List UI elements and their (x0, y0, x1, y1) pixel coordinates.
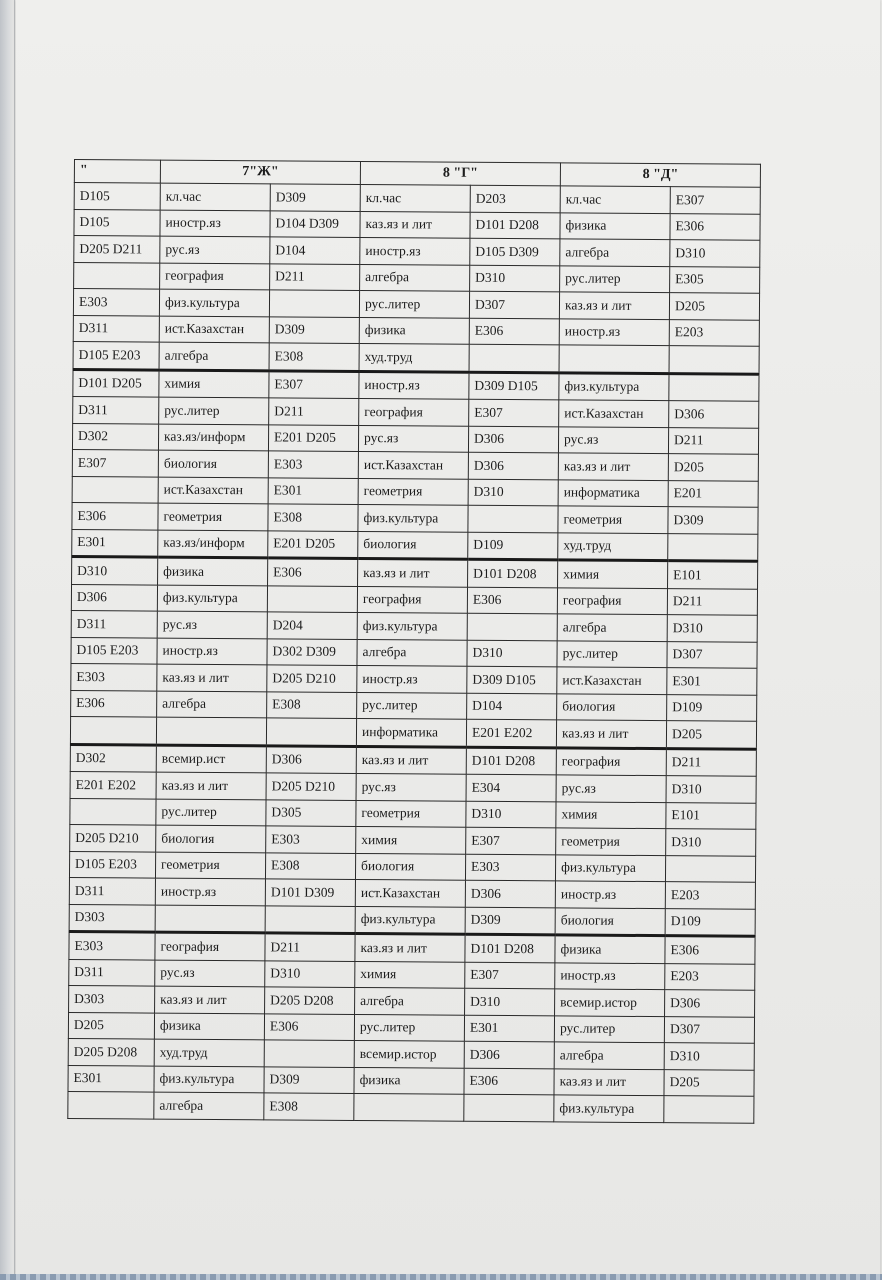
cell-room-8d (668, 533, 758, 561)
cell-subject-7zh: физ.культура (157, 585, 267, 612)
cell-subject-7zh: геометрия (155, 852, 265, 879)
cell-room-7zh (264, 1040, 354, 1067)
cell-subject-8d: худ.труд (558, 532, 668, 560)
cell-room-7zh (265, 905, 355, 933)
cell-room-7zh: D104 (270, 237, 360, 264)
cell-room-8d: D205 (664, 1069, 754, 1096)
cell-room-prev: E301 (68, 1065, 154, 1092)
cell-subject-8d: химия (558, 560, 668, 588)
cell-subject-8g: рус.литер (359, 290, 469, 317)
cell-subject-7zh (156, 717, 266, 745)
cell-room-prev (74, 262, 160, 289)
cell-room-prev: E301 (72, 529, 158, 557)
cell-room-prev: E303 (73, 289, 159, 316)
cell-room-8d: E203 (665, 963, 755, 990)
cell-subject-7zh: рус.яз (157, 611, 267, 638)
cell-room-prev: E303 (69, 931, 155, 959)
cell-subject-8d: каз.яз и лит (554, 1068, 664, 1095)
cell-room-8g: D310 (468, 479, 558, 506)
cell-room-8d (666, 855, 756, 882)
cell-subject-7zh (155, 905, 265, 933)
cell-subject-8g: каз.яз и лит (356, 746, 466, 774)
cell-subject-8g: физ.культура (355, 906, 465, 934)
cell-subject-7zh: алгебра (154, 1092, 264, 1119)
cell-room-7zh: E301 (268, 477, 358, 504)
cell-room-8d: E305 (670, 266, 760, 293)
cell-room-7zh: E308 (268, 504, 358, 531)
cell-room-prev: D306 (71, 584, 157, 611)
cell-subject-7zh: алгебра (159, 342, 269, 370)
cell-room-8d: D211 (668, 427, 758, 454)
cell-subject-8d: химия (556, 801, 666, 828)
cell-room-7zh: D205 D210 (267, 665, 357, 692)
cell-subject-8g: худ.труд (359, 343, 469, 371)
cell-subject-8g: каз.яз и лит (358, 558, 468, 586)
cell-subject-8g: всемир.истор (354, 1040, 464, 1067)
cell-subject-8g: рус.литер (357, 692, 467, 719)
cell-subject-8g: алгебра (360, 264, 470, 291)
cell-subject-7zh: физ.культура (159, 289, 269, 316)
cell-room-8g: E303 (465, 854, 555, 881)
cell-subject-8d: физика (555, 935, 665, 963)
cell-room-8g (467, 613, 557, 640)
cell-room-prev (70, 798, 156, 825)
cell-subject-8g: химия (356, 826, 466, 853)
cell-room-7zh: D101 D309 (265, 879, 355, 906)
cell-room-8d: D306 (665, 990, 755, 1017)
header-prev-class: " (74, 160, 160, 184)
cell-room-8g: D203 (470, 185, 560, 212)
cell-room-8g: D306 (468, 452, 558, 479)
cell-room-prev: D303 (69, 904, 155, 932)
cell-room-7zh: D205 D210 (266, 773, 356, 800)
cell-room-prev: E303 (71, 663, 157, 690)
cell-room-8d: D211 (667, 588, 757, 615)
cell-room-7zh: E303 (268, 451, 358, 478)
cell-subject-8d (559, 345, 669, 373)
cell-room-7zh: D211 (265, 933, 355, 961)
cell-subject-7zh: каз.яз/информ (158, 424, 268, 451)
cell-subject-7zh: алгебра (157, 691, 267, 718)
cell-subject-8g: рус.литер (354, 1014, 464, 1041)
cell-subject-7zh: каз.яз и лит (155, 986, 265, 1013)
cell-subject-8g: алгебра (357, 639, 467, 666)
cell-room-8d: D310 (667, 615, 757, 642)
cell-room-8d: D306 (669, 401, 759, 428)
cell-subject-8d: рус.литер (554, 1015, 664, 1042)
cell-subject-8g: иностр.яз (360, 237, 470, 264)
cell-room-prev: D311 (69, 877, 155, 904)
cell-subject-8d: физ.культура (556, 854, 666, 881)
cell-room-prev: D311 (69, 959, 155, 986)
cell-subject-7zh: кл.час (160, 183, 270, 210)
header-class-7zh: 7"Ж" (160, 160, 360, 184)
cell-subject-8g: биология (358, 531, 468, 559)
cell-room-7zh: E303 (266, 826, 356, 853)
cell-subject-7zh: каз.яз и лит (156, 772, 266, 799)
cell-subject-8g: каз.яз и лит (355, 933, 465, 961)
cell-subject-8d: рус.литер (560, 265, 670, 292)
cell-room-8d: D309 (668, 507, 758, 534)
cell-subject-8d: география (556, 747, 666, 775)
cell-subject-8d: всемир.истор (555, 989, 665, 1016)
cell-room-8g: D105 D309 (470, 238, 560, 265)
cell-room-8g: D307 (469, 291, 559, 318)
cell-room-prev: E201 E202 (70, 771, 156, 798)
cell-room-8d: E306 (665, 936, 755, 964)
cell-room-8g: D309 D105 (467, 666, 557, 693)
cell-subject-7zh: биология (156, 825, 266, 852)
cell-room-8g: E307 (466, 827, 556, 854)
cell-room-prev: E306 (71, 690, 157, 717)
cell-room-8g (464, 1094, 554, 1121)
schedule-body (68, 183, 761, 1123)
cell-room-prev: D205 (68, 1012, 154, 1039)
cell-room-7zh: E308 (267, 691, 357, 718)
cell-subject-8g: физ.культура (358, 504, 468, 531)
cell-subject-8d: рус.яз (558, 426, 668, 453)
cell-room-prev: D101 D205 (73, 369, 159, 397)
cell-room-8g: D104 (467, 693, 557, 720)
cell-room-prev: D302 (70, 744, 156, 772)
cell-subject-8d: каз.яз и лит (558, 453, 668, 480)
cell-room-prev: E306 (72, 502, 158, 529)
cell-subject-7zh: каз.яз/информ (158, 530, 268, 558)
cell-subject-8d: иностр.яз (555, 962, 665, 989)
cell-room-prev: D205 D208 (68, 1038, 154, 1065)
cell-room-8g: D306 (464, 1041, 554, 1068)
cell-room-8g: D109 (468, 532, 558, 560)
cell-room-8g: E306 (469, 318, 559, 345)
cell-room-8g: E304 (466, 774, 556, 801)
cell-subject-8d: иностр.яз (555, 881, 665, 908)
cell-subject-8d: биология (557, 693, 667, 720)
cell-room-8g: D306 (468, 426, 558, 453)
cell-room-prev: D105 E203 (73, 341, 159, 369)
cell-room-8g: D310 (467, 640, 557, 667)
cell-room-7zh: E201 D205 (268, 530, 358, 558)
cell-subject-8g: рус.яз (356, 773, 466, 800)
cell-subject-8g: информатика (356, 718, 466, 746)
cell-room-8d: D310 (666, 776, 756, 803)
cell-subject-8d: иностр.яз (559, 318, 669, 345)
cell-room-7zh: E308 (264, 1093, 354, 1120)
cell-subject-8g: география (359, 398, 469, 425)
cell-subject-7zh: иностр.яз (157, 638, 267, 665)
cell-room-8g: D309 (465, 907, 555, 935)
cell-subject-7zh: ист.Казахстан (158, 477, 268, 504)
cell-subject-7zh: рус.яз (160, 236, 270, 263)
cell-subject-7zh: география (160, 263, 270, 290)
cell-room-7zh: D204 (267, 612, 357, 639)
cell-room-8g: D101 D208 (466, 747, 556, 775)
cell-room-7zh: E306 (268, 558, 358, 586)
cell-subject-8d: физ.культура (559, 372, 669, 400)
cell-subject-8g: физ.культура (357, 612, 467, 639)
bottom-strip (0, 1274, 882, 1280)
table-row (68, 1091, 754, 1122)
cell-room-8d: E101 (668, 561, 758, 589)
cell-room-8g (468, 505, 558, 532)
cell-room-8d: D310 (670, 240, 760, 267)
cell-room-7zh: E308 (265, 852, 355, 879)
cell-room-8g (469, 344, 559, 372)
cell-subject-8g: иностр.яз (357, 665, 467, 692)
cell-subject-8d: рус.яз (556, 775, 666, 802)
cell-subject-7zh: каз.яз и лит (157, 664, 267, 691)
cell-room-prev: D105 (74, 183, 160, 210)
cell-room-7zh: D211 (269, 398, 359, 425)
cell-room-7zh: D302 D309 (267, 638, 357, 665)
cell-subject-8d: ист.Казахстан (559, 400, 669, 427)
cell-room-8g: E307 (465, 962, 555, 989)
cell-room-8d: D310 (664, 1043, 754, 1070)
cell-subject-8d: информатика (558, 479, 668, 506)
cell-room-prev: D311 (73, 315, 159, 342)
cell-subject-8d: рус.литер (557, 640, 667, 667)
cell-subject-8g: физика (354, 1067, 464, 1094)
cell-subject-8g (354, 1093, 464, 1120)
cell-room-8g: D306 (465, 880, 555, 907)
cell-subject-8d: физ.культура (554, 1095, 664, 1122)
cell-room-7zh (266, 718, 356, 746)
cell-subject-8g: иностр.яз (359, 371, 469, 399)
cell-room-7zh (269, 290, 359, 317)
header-class-8d: 8 "Д" (560, 163, 760, 187)
cell-subject-8d: алгебра (560, 239, 670, 266)
cell-room-prev (72, 476, 158, 503)
cell-subject-8g: ист.Казахстан (355, 879, 465, 906)
cell-room-7zh: D309 (270, 184, 360, 211)
cell-room-prev: D310 (72, 556, 158, 584)
cell-subject-7zh: рус.литер (159, 397, 269, 424)
cell-room-7zh: E306 (264, 1013, 354, 1040)
cell-room-8g: E307 (469, 399, 559, 426)
cell-room-8d: E306 (670, 213, 760, 240)
cell-subject-8d: алгебра (557, 614, 667, 641)
cell-room-prev: D311 (71, 610, 157, 637)
cell-subject-7zh: физика (154, 1013, 264, 1040)
cell-room-7zh: D205 D208 (265, 987, 355, 1014)
cell-subject-7zh: физ.культура (154, 1066, 264, 1093)
cell-room-7zh: D309 (269, 316, 359, 343)
cell-room-8d: D205 (669, 293, 759, 320)
cell-subject-8d: каз.яз и лит (559, 292, 669, 319)
cell-room-8g: D101 D208 (468, 559, 558, 587)
cell-subject-8g: география (357, 586, 467, 613)
cell-subject-8d: алгебра (554, 1042, 664, 1069)
cell-subject-8d: физика (560, 212, 670, 239)
cell-subject-7zh: физика (158, 557, 268, 585)
cell-subject-8g: ист.Казахстан (358, 451, 468, 478)
cell-room-7zh: D211 (270, 263, 360, 290)
cell-subject-8g: кл.час (360, 184, 470, 211)
cell-subject-7zh: рус.литер (156, 799, 266, 826)
cell-room-prev: D105 E203 (69, 851, 155, 878)
cell-room-prev: D105 (74, 209, 160, 236)
cell-room-7zh: D104 D309 (270, 210, 360, 237)
schedule-table (67, 159, 761, 1123)
cell-room-7zh: E308 (269, 343, 359, 371)
cell-room-8g: D309 D105 (469, 372, 559, 400)
cell-subject-7zh: иностр.яз (160, 210, 270, 237)
cell-room-8d (669, 346, 759, 374)
cell-subject-8d: кл.час (560, 186, 670, 213)
cell-room-8g: D310 (466, 801, 556, 828)
cell-subject-8d: геометрия (558, 506, 668, 533)
cell-subject-7zh: геометрия (158, 503, 268, 530)
cell-room-8d: D307 (664, 1016, 754, 1043)
cell-room-8g: D101 D208 (465, 934, 555, 962)
cell-subject-8d: геометрия (556, 828, 666, 855)
cell-room-7zh (267, 585, 357, 612)
cell-subject-8g: каз.яз и лит (360, 211, 470, 238)
cell-subject-7zh: ист.Казахстан (159, 316, 269, 343)
cell-subject-7zh: всемир.ист (156, 745, 266, 773)
cell-room-8g: D310 (470, 265, 560, 292)
cell-room-7zh: E201 D205 (268, 424, 358, 451)
cell-room-prev: D311 (73, 396, 159, 423)
cell-subject-7zh: география (155, 932, 265, 960)
cell-room-8g: E306 (467, 587, 557, 614)
cell-room-8d: E101 (666, 802, 756, 829)
cell-subject-7zh: рус.яз (155, 960, 265, 987)
cell-room-8d: E203 (669, 319, 759, 346)
cell-subject-8g: биология (355, 853, 465, 880)
cell-subject-8d: ист.Казахстан (557, 667, 667, 694)
cell-room-8d: D211 (666, 748, 756, 776)
cell-room-8d: D109 (667, 694, 757, 721)
cell-room-8d (669, 373, 759, 401)
cell-room-7zh: D309 (264, 1066, 354, 1093)
cell-room-8d: E301 (667, 668, 757, 695)
cell-room-prev: D205 D211 (74, 236, 160, 263)
cell-room-prev (70, 716, 156, 744)
cell-room-8g: E306 (464, 1068, 554, 1095)
cell-subject-7zh: химия (159, 370, 269, 398)
cell-room-8d: D310 (666, 829, 756, 856)
cell-subject-8d: география (557, 587, 667, 614)
cell-room-prev: D302 (72, 423, 158, 450)
cell-subject-8d: каз.яз и лит (556, 720, 666, 748)
cell-room-prev: E307 (72, 449, 158, 476)
cell-subject-7zh: биология (158, 450, 268, 477)
schedule-table-wrapper (67, 159, 754, 1123)
cell-room-8d: E307 (670, 187, 760, 214)
cell-room-prev: D303 (69, 985, 155, 1012)
cell-room-8d: D205 (666, 721, 756, 749)
cell-room-8g: D310 (465, 988, 555, 1015)
cell-subject-7zh: иностр.яз (155, 878, 265, 905)
binder-edge (0, 0, 15, 1280)
cell-room-8d: E203 (665, 882, 755, 909)
cell-subject-8g: алгебра (355, 987, 465, 1014)
cell-room-prev: D205 D210 (70, 824, 156, 851)
cell-room-7zh: D305 (266, 799, 356, 826)
cell-room-7zh: D310 (265, 960, 355, 987)
cell-subject-8g: геометрия (358, 478, 468, 505)
cell-subject-8g: физика (359, 317, 469, 344)
cell-subject-8g: геометрия (356, 800, 466, 827)
cell-room-8d: E201 (668, 480, 758, 507)
cell-room-prev (68, 1091, 154, 1118)
cell-subject-7zh: худ.труд (154, 1039, 264, 1066)
cell-room-8d: D109 (665, 908, 755, 936)
header-class-8g: 8 "Г" (360, 162, 560, 186)
cell-subject-8d: биология (555, 907, 665, 935)
cell-room-8g: E301 (464, 1015, 554, 1042)
cell-room-8g: D101 D208 (470, 212, 560, 239)
cell-subject-8g: рус.яз (358, 425, 468, 452)
cell-subject-8g: химия (355, 961, 465, 988)
cell-room-8d (664, 1096, 754, 1123)
cell-room-7zh: D306 (266, 745, 356, 773)
cell-room-8d: D205 (668, 454, 758, 481)
cell-room-8g: E201 E202 (466, 719, 556, 747)
cell-room-7zh: E307 (269, 370, 359, 398)
cell-room-prev: D105 E203 (71, 637, 157, 664)
cell-room-8d: D307 (667, 641, 757, 668)
